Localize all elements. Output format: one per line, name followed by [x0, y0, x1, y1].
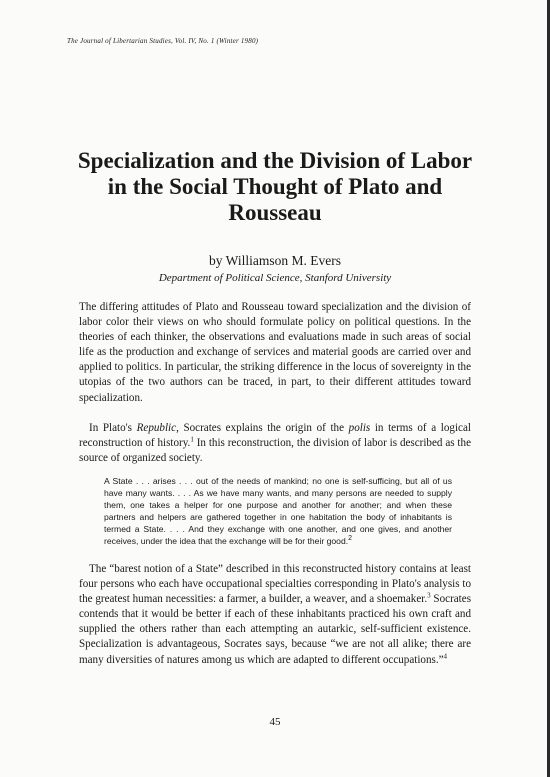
polis-italic: polis: [348, 422, 371, 434]
footnote-ref-4: 4: [443, 651, 448, 660]
author-affiliation: Department of Political Science, Stanford University: [158, 272, 392, 284]
article-title: [40, 148, 510, 226]
block-quote: A State . . . arises . . . out of the needs of mankind; no one is self-sufficing, but all of us have many wants. . . . As we have many wants, and many persons are needed to supply them, one takes a helper for one purpose and another for another; and when these partners and helpers are gathered together in one habitation the body of inhabitants is termed a State. . . . And they exchange with one another, and one gives, and another receives, under the idea that the exchange will be for their good.$^2$: [104, 476, 452, 547]
page-number: 45: [269, 716, 281, 728]
footnote-ref-3: 3: [427, 591, 431, 600]
republic-italic: Republic: [136, 422, 177, 434]
paragraph-3: The “barest notion of a State” described in this reconstructed history contains at least four persons who each have occupational specialties corresponding in Plato's analysis to the greatest human necessities: a farmer, a builder, a weaver, and a shoemaker.$^3$ Socrates contends that it would be better if each of these inhabitants practiced his own craft and supplied the others rather than each attempting an autarkic, self-sufficient existence. Specialization is advantageous, Socrates says, because “we are not all alike; there are many diversities of natures among us which are adapted to different occupations.”$^4$: [79, 563, 472, 666]
footnote-ref-2: 2: [348, 535, 353, 543]
title-line-3: Rousseau: [228, 200, 322, 225]
title-line-2: in the Social Thought of Plato and: [107, 174, 443, 199]
title-line-1: Specialization and the Division of Labor: [77, 148, 473, 173]
author-byline: by Williamson M. Evers: [209, 253, 341, 268]
running-head: The Journal of Libertarian Studies, Vol. IV, No. 1 (Winter 1980): [67, 37, 259, 45]
paragraph-1: The differing attitudes of Plato and Rousseau toward specialization and the division of labor color their views on who should formulate policy on political questions. In the theories of each thinker, the observations and evaluations made in such areas of social life as the production and exchange of services and material goods are carried over and applied to politics. In particular, the striking difference in the locus of sovereignty in the utopias of the two authors can be traced, in part, to their different attitudes toward specialization.: [79, 301, 471, 404]
paragraph-2: In Plato's Republic, Socrates explains the origin of the polis in terms of a logical reconstruction of history.$^1$ In this reconstruction, the division of labor is described as the source of organized society.: [79, 422, 471, 465]
footnote-ref-1: 1: [190, 435, 194, 444]
